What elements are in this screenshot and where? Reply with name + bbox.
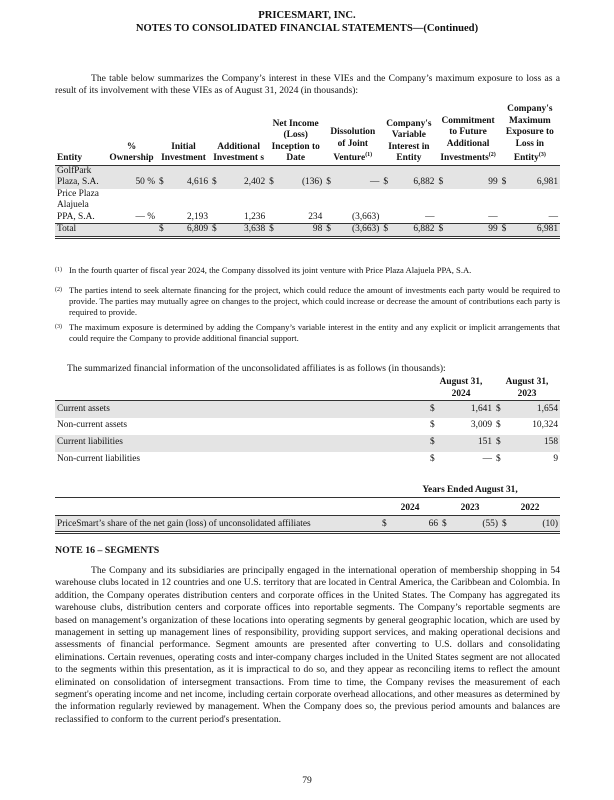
value: 3,638 [222, 224, 267, 238]
value: 6,981 [512, 224, 560, 238]
col-header-label: Dissolution of Joint Venture [330, 127, 376, 164]
value: 6,882 [394, 224, 437, 238]
col-header: 2023 [440, 497, 500, 515]
col-header: 2024 [380, 497, 440, 515]
value: 1,236 [244, 211, 266, 222]
value: 2,402 [222, 165, 267, 189]
currency: $ [267, 224, 279, 238]
row-label: Current liabilities [55, 435, 428, 452]
group-header: Years Ended August 31, [380, 485, 560, 497]
value: — [336, 165, 381, 189]
value: 158 [508, 435, 560, 452]
value: — % [135, 211, 155, 222]
intro-paragraph: The table below summarizes the Company’s interest in these VIEs and the Company’s maximum exposure to loss as a result of its involvement with these VIEs as of August 31, 2024 (in thousands): [55, 73, 560, 97]
value: 99 [449, 224, 500, 238]
value: — [482, 454, 492, 465]
value: (3,663) [352, 211, 380, 222]
col-header-label: Additional Investment s [213, 141, 264, 164]
col-header [210, 104, 267, 165]
value: 3,009 [470, 420, 492, 431]
col-header [436, 104, 499, 165]
value: 9 [553, 454, 558, 465]
row-label: Non-current assets [57, 420, 128, 431]
currency: $ [381, 165, 393, 189]
entity-name: GolfPark Plaza, S.A. [55, 165, 106, 189]
currency: $ [496, 420, 501, 431]
page-title: NOTES TO CONSOLIDATED FINANCIAL STATEMENTS—(Continued) [135, 23, 479, 34]
currency: $ [500, 224, 512, 238]
value: 1,654 [508, 401, 560, 418]
col-header [324, 104, 381, 165]
table-row [55, 418, 560, 435]
col-header [55, 104, 106, 165]
footnote-ref: (1) [365, 152, 373, 158]
note-16-heading: NOTE 16 – SEGMENTS [55, 545, 160, 556]
currency: $ [157, 165, 169, 189]
currency [381, 189, 393, 224]
currency [436, 189, 448, 224]
currency [500, 189, 512, 224]
currency: $ [428, 435, 442, 452]
value [106, 224, 157, 238]
footnote-ref: (3) [538, 152, 546, 158]
currency: $ [496, 454, 501, 465]
currency: $ [210, 224, 222, 238]
footnote-1 [55, 265, 560, 276]
value: 6,882 [394, 165, 437, 189]
footnote-ref: (2) [488, 152, 496, 158]
currency: $ [500, 165, 512, 189]
currency: $ [380, 515, 394, 532]
value: 6,809 [169, 224, 210, 238]
currency [267, 189, 279, 224]
col-header: August 31, 2023 [494, 377, 560, 401]
footnote-text: In the fourth quarter of fiscal year 2024, the Company dissolved its joint venture with Price Plaza Alajuela PPA, S.A. [69, 265, 472, 275]
col-header: August 31, 2024 [428, 377, 494, 401]
table-row [55, 189, 560, 224]
value: 99 [449, 165, 500, 189]
col-header-label: Company's Maximum Exposure to Loss in Entity [505, 104, 554, 164]
currency: $ [436, 165, 448, 189]
value: (10) [514, 515, 560, 532]
value: 4,616 [169, 165, 210, 189]
entity-name: Price Plaza Alajuela PPA, S.A. [57, 188, 99, 222]
footnote-2 [55, 285, 560, 318]
summary-intro: The summarized financial information of the unconsolidated affiliates is as follows (in thousands): [67, 363, 446, 374]
col-header-label: Company's Variable Interest in Entity [386, 118, 432, 164]
summary-table [55, 377, 560, 469]
col-header [267, 104, 324, 165]
col-header-label: Entity [57, 153, 83, 164]
row-label: PriceSmart’s share of the net gain (loss) of unconsolidated affiliates [55, 515, 380, 532]
value: (3,663) [336, 224, 381, 238]
row-label: Current assets [55, 401, 428, 418]
currency: $ [267, 165, 279, 189]
row-label: Non-current liabilities [57, 454, 141, 465]
col-header [500, 104, 560, 165]
footnote-text: The maximum exposure is determined by adding the Company’s variable interest in the entity and any explicit or implicit arrangements that could require the Company to provide additional financial support. [69, 322, 560, 343]
currency [157, 189, 169, 224]
value: 66 [394, 515, 440, 532]
value: 2,193 [186, 211, 209, 222]
footnote-mark: (3) [55, 324, 62, 330]
currency: $ [494, 401, 508, 418]
footnote-mark: (1) [55, 267, 62, 273]
currency: $ [436, 224, 448, 238]
table-row [55, 452, 560, 469]
value: 151 [442, 435, 494, 452]
currency: $ [210, 165, 222, 189]
footnote-3 [55, 322, 560, 344]
value: — [488, 211, 498, 222]
value: — [548, 211, 558, 222]
col-header [381, 104, 436, 165]
note-16-paragraph: The Company and its subsidiaries are principally engaged in the international operation of membership shopping in 54 warehouse clubs located in 12 countries and one U.S. territory that are located in Central America, the Caribbean and Colombia. In addition, the Company operates distribution centers and corporate offices in the United States. The Company has aggregated its warehouse clubs, distribution centers and corporate offices into reportable segments. The Company’s reportable segments are based on management’s organization of these locations into operating segments by general geographic location, which are used by management in setting up management lines of responsibility, providing support services, and making operational decisions and assessments of financial performance. Segment amounts are presented after converting to U.S. dollars and consolidating eliminations. Certain revenues, operating costs and inter-company charges included in the United States segment are not allocated to the segments within this presentation, as it is impractical to do so, and they appear as reconciling items to reflect the amount eliminated on consolidation of intersegment transactions. From time to time, the Company revises the measurement of each segment's operating income and net income, including certain corporate overhead allocations, and other measures as determined by the information regularly reviewed by management. When the Company does so, the previous period amounts and balances are reclassified to conform to the current period's presentation. [55, 565, 560, 725]
value: (136) [279, 165, 324, 189]
table-row [55, 435, 560, 452]
page-number: 79 [302, 775, 312, 786]
table-row [55, 401, 560, 418]
currency: $ [430, 454, 435, 465]
col-header: 2022 [500, 497, 560, 515]
entity-name: Total [55, 224, 106, 238]
currency [210, 189, 222, 224]
currency: $ [381, 224, 393, 238]
currency: $ [494, 435, 508, 452]
company-name: PRICESMART, INC. [258, 10, 356, 21]
value: 1,641 [442, 401, 494, 418]
col-header-label: Initial Investment [161, 141, 206, 164]
footnote-mark: (2) [55, 287, 62, 293]
vie-table [55, 104, 560, 239]
currency: $ [440, 515, 454, 532]
value: 6,981 [512, 165, 560, 189]
currency: $ [324, 224, 336, 238]
col-header-label: Net Income (Loss) Inception to Date [271, 118, 320, 164]
value: 10,324 [532, 420, 558, 431]
footnote-text: The parties intend to seek alternate financing for the project, which could reduce the amount of investments each party would be required to provide. The parties may mutually agree on changes to the project, which could increase or decrease the amount of contributions each party is required to provide. [69, 285, 560, 317]
value: — [425, 211, 435, 222]
value: 50 % [106, 165, 157, 189]
value: 234 [308, 211, 323, 222]
value: (55) [454, 515, 500, 532]
value: 98 [279, 224, 324, 238]
col-header-label: Commitment to Future Additional Investments [440, 115, 495, 164]
table-row [55, 224, 560, 238]
col-header [106, 104, 157, 165]
currency: $ [430, 420, 435, 431]
currency [324, 189, 336, 224]
currency: $ [157, 224, 169, 238]
currency: $ [324, 165, 336, 189]
currency: $ [500, 515, 514, 532]
table-row [55, 165, 560, 189]
col-header-label: % Ownership [109, 141, 154, 164]
currency: $ [428, 401, 442, 418]
col-header [157, 104, 210, 165]
share-table [55, 485, 560, 534]
